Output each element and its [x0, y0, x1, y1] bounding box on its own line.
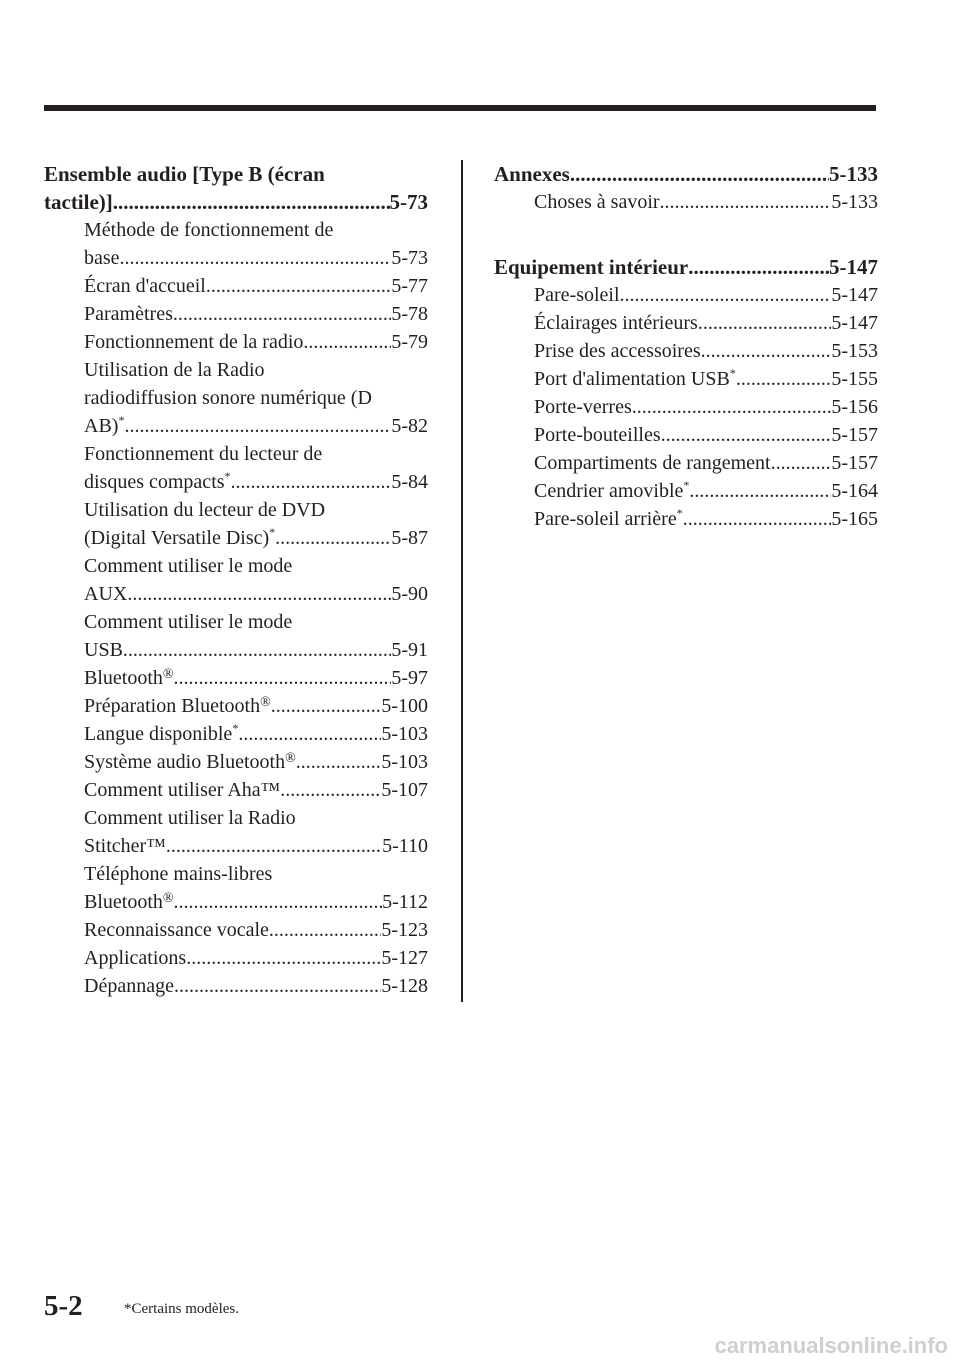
entry-page: 5-77: [391, 275, 428, 297]
toc-entry[interactable]: [44, 720, 428, 748]
entry-label: [84, 300, 173, 328]
toc-entry[interactable]: [494, 309, 878, 337]
dot-leader: [683, 505, 832, 533]
dot-leader: [660, 188, 832, 216]
entry-page: 5-82: [391, 415, 428, 437]
entry-label: [534, 505, 683, 533]
section-page: 5-133: [829, 162, 878, 186]
entry-page: 5-112: [382, 891, 428, 913]
toc-entry[interactable]: [44, 972, 428, 1000]
toc-left-column: [44, 160, 428, 1000]
registered-mark: ®: [285, 751, 296, 766]
entry-label: [84, 244, 120, 272]
entry-page: 5-78: [391, 303, 428, 325]
entry-page: 5-165: [831, 508, 878, 530]
entry-label: [84, 468, 231, 496]
top-rule: [44, 105, 876, 111]
toc-entry-list: [494, 281, 878, 533]
toc-entry[interactable]: [44, 664, 428, 692]
entry-page: 5-90: [391, 583, 428, 605]
entry-label: [534, 393, 632, 421]
entry-page: 5-107: [381, 779, 428, 801]
dot-leader: [127, 580, 391, 608]
entry-text-line: Comment utiliser la Radio: [84, 807, 296, 829]
entry-text-line: Fonctionnement du lecteur de: [84, 443, 323, 465]
entry-label: [84, 636, 123, 664]
dot-leader: [688, 253, 829, 281]
toc-entry[interactable]: [44, 748, 428, 776]
entry-label: [534, 477, 689, 505]
entry-label-text: Stitcher™: [84, 835, 166, 857]
entry-label: [84, 720, 238, 748]
entry-label-text: USB: [84, 639, 123, 661]
entry-page: 5-153: [831, 340, 878, 362]
toc-entry[interactable]: [494, 505, 878, 533]
entry-label: [84, 328, 303, 356]
entry-text-line: Utilisation de la Radio: [84, 359, 265, 381]
toc-entry[interactable]: [44, 636, 428, 664]
dot-leader: [689, 477, 831, 505]
entry-page: 5-156: [831, 396, 878, 418]
section-title-label: Annexes: [494, 162, 570, 186]
entry-label-text: Prise des accessoires: [534, 340, 701, 362]
toc-section: [494, 253, 878, 533]
asterisk-mark: *: [729, 366, 736, 380]
entry-page: 5-87: [391, 527, 428, 549]
entry-label: [84, 972, 174, 1000]
entry-page: 5-103: [381, 751, 428, 773]
entry-label: [534, 337, 701, 365]
entry-label-text: (Digital Versatile Disc): [84, 527, 270, 549]
toc-right-column: [494, 160, 878, 533]
entry-page: 5-157: [831, 452, 878, 474]
section-page: 5-73: [389, 190, 428, 214]
section-title-entry[interactable]: [494, 160, 878, 188]
dot-leader: [120, 244, 392, 272]
entry-label: [84, 888, 174, 916]
dot-leader: [280, 776, 381, 804]
section-title-label: Equipement intérieur: [494, 255, 689, 279]
toc-entry[interactable]: [494, 393, 878, 421]
toc-entry[interactable]: [44, 244, 428, 272]
entry-text-line: Téléphone mains-libres: [84, 863, 273, 885]
toc-entry[interactable]: [494, 281, 878, 309]
dot-leader: [269, 916, 381, 944]
entry-label-text: Compartiments de rangement: [534, 452, 771, 474]
entry-text-line: Comment utiliser le mode: [84, 555, 293, 577]
dot-leader: [113, 188, 390, 216]
entry-label-text: Bluetooth: [84, 891, 163, 913]
entry-page: 5-73: [391, 247, 428, 269]
toc-entry[interactable]: [494, 421, 878, 449]
watermark: carmanualsonline.info: [714, 1333, 948, 1358]
entry-label: [534, 365, 736, 393]
entry-label: [84, 832, 166, 860]
entry-label-text: AUX: [84, 583, 128, 605]
registered-mark: ®: [162, 667, 174, 682]
dot-leader: [661, 421, 832, 449]
dot-leader: [698, 309, 832, 337]
entry-label-text: Fonctionnement de la radio: [84, 331, 304, 353]
footnote: *Certains modèles.: [124, 1301, 239, 1317]
entry-page: 5-128: [381, 975, 428, 997]
entry-label: [84, 664, 174, 692]
dot-leader: [736, 365, 832, 393]
entry-label-text: Préparation Bluetooth: [84, 695, 261, 717]
dot-leader: [123, 636, 391, 664]
toc-entry[interactable]: [44, 692, 428, 720]
toc-entry[interactable]: [44, 300, 428, 328]
entry-label: [84, 272, 206, 300]
toc-entry[interactable]: [494, 477, 878, 505]
section-page: 5-147: [829, 255, 878, 279]
asterisk-mark: *: [232, 721, 239, 735]
entry-label-text: Port d'alimentation USB: [534, 368, 730, 390]
toc-entry[interactable]: [44, 888, 428, 916]
dot-leader: [771, 449, 832, 477]
toc-entry[interactable]: [44, 776, 428, 804]
dot-leader: [174, 972, 381, 1000]
toc-entry[interactable]: [494, 188, 878, 216]
entry-label: [534, 421, 661, 449]
entry-label-text: Bluetooth: [84, 667, 163, 689]
dot-leader: [124, 412, 391, 440]
entry-label-text: Dépannage: [84, 975, 174, 997]
entry-label-text: Porte-verres: [534, 396, 632, 418]
section-title-entry[interactable]: [44, 188, 428, 216]
entry-label: [84, 776, 280, 804]
entry-label-text: Pare-soleil arrière: [534, 508, 677, 530]
asterisk-mark: *: [118, 413, 125, 427]
toc-entry[interactable]: [494, 337, 878, 365]
column-divider: [461, 160, 463, 1002]
entry-text-line: Méthode de fonctionnement de: [84, 219, 334, 241]
entry-label-text: Porte-bouteilles: [534, 424, 661, 446]
entry-label-text: Écran d'accueil: [84, 275, 206, 297]
entry-text-line: Utilisation du lecteur de DVD: [84, 499, 326, 521]
entry-page: 5-84: [391, 471, 428, 493]
entry-label: [84, 524, 275, 552]
toc-entry[interactable]: [44, 272, 428, 300]
dot-leader: [275, 524, 391, 552]
entry-page: 5-79: [391, 331, 428, 353]
registered-mark: ®: [260, 695, 271, 710]
dot-leader: [238, 720, 381, 748]
dot-leader: [701, 337, 832, 365]
entry-page: 5-110: [382, 835, 428, 857]
entry-label-text: Paramètres: [84, 303, 173, 325]
entry-page: 5-147: [831, 284, 878, 306]
entry-label: [534, 281, 620, 309]
toc-entry[interactable]: [44, 580, 428, 608]
dot-leader: [186, 944, 381, 972]
entry-page: 5-97: [391, 667, 428, 689]
entry-label-text: AB): [84, 415, 119, 437]
dot-leader: [231, 468, 392, 496]
entry-label-text: base: [84, 247, 120, 269]
entry-text-line: radiodiffusion sonore numérique (D: [84, 387, 372, 409]
toc-entry[interactable]: [44, 328, 428, 356]
entry-label-text: Applications: [84, 947, 187, 969]
entry-page: 5-157: [831, 424, 878, 446]
toc-entry[interactable]: [44, 916, 428, 944]
entry-label: [84, 944, 186, 972]
entry-page: 5-127: [381, 947, 428, 969]
entry-label-text: Éclairages intérieurs: [534, 312, 698, 334]
entry-label-text: Pare-soleil: [534, 284, 620, 306]
dot-leader: [271, 692, 382, 720]
toc-entry[interactable]: [44, 412, 428, 440]
toc-section-audio: [44, 160, 428, 216]
toc-entry[interactable]: [44, 944, 428, 972]
asterisk-mark: *: [683, 478, 690, 492]
entry-label: [84, 748, 296, 776]
entry-label: [84, 580, 127, 608]
dot-leader: [303, 328, 391, 356]
dot-leader: [620, 281, 832, 309]
toc-section: [494, 160, 878, 216]
toc-entry[interactable]: [494, 365, 878, 393]
dot-leader: [206, 272, 391, 300]
entry-label-text: disques compacts: [84, 471, 225, 493]
registered-mark: ®: [162, 891, 174, 906]
entry-page: 5-147: [831, 312, 878, 334]
asterisk-mark: *: [269, 525, 276, 539]
entry-label-text: Cendrier amovible: [534, 480, 684, 502]
toc-entry[interactable]: [44, 468, 428, 496]
section-title-entry[interactable]: [494, 253, 878, 281]
entry-page: 5-164: [831, 480, 878, 502]
toc-entry[interactable]: [494, 449, 878, 477]
entry-page: 5-100: [381, 695, 428, 717]
toc-entry[interactable]: [44, 524, 428, 552]
entry-label: [534, 309, 698, 337]
entry-label: [84, 916, 269, 944]
dot-leader: [570, 160, 829, 188]
entry-page: 5-103: [381, 723, 428, 745]
entry-text-line: Comment utiliser le mode: [84, 611, 293, 633]
dot-leader: [174, 888, 383, 916]
dot-leader: [166, 832, 382, 860]
asterisk-mark: *: [224, 469, 231, 483]
entry-page: 5-123: [381, 919, 428, 941]
entry-label-text: Comment utiliser Aha™: [84, 779, 281, 801]
section-title-label: tactile)]: [44, 190, 113, 214]
entry-label: [534, 188, 660, 216]
toc-entry-list: [494, 188, 878, 216]
section-title-line: Ensemble audio [Type B (écran: [44, 162, 325, 186]
dot-leader: [296, 748, 382, 776]
entry-label: [84, 692, 271, 720]
dot-leader: [632, 393, 832, 421]
entry-label-text: Choses à savoir: [534, 191, 660, 213]
entry-page: 5-155: [831, 368, 878, 390]
asterisk-mark: *: [676, 506, 683, 520]
dot-leader: [174, 664, 392, 692]
toc-entry[interactable]: [44, 832, 428, 860]
page-number: 5-2: [44, 1290, 83, 1322]
entry-label-text: Langue disponible: [84, 723, 233, 745]
entry-page: 5-133: [831, 191, 878, 213]
dot-leader: [173, 300, 391, 328]
entry-label: [84, 412, 124, 440]
entry-label: [534, 449, 771, 477]
toc-entry-list: [44, 216, 428, 1000]
entry-page: 5-91: [391, 639, 428, 661]
entry-label-text: Système audio Bluetooth: [84, 751, 286, 773]
entry-label-text: Reconnaissance vocale: [84, 919, 269, 941]
